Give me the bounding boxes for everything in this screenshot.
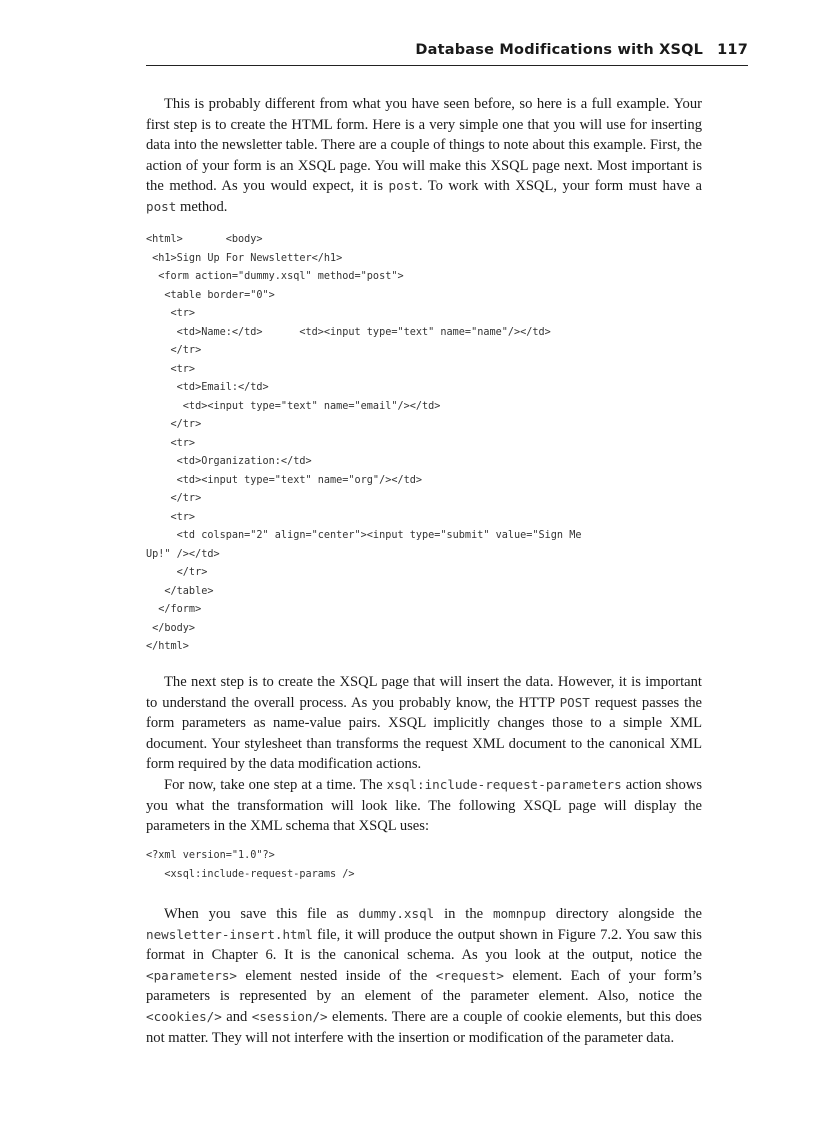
header-rule	[146, 65, 748, 66]
paragraph-save-file: When you save this file as dummy.xsql in the momnpup directory alongside the newsletter-insert.html file, it will produce the output shown in Figure 7.2. You saw this format in Chapter 6. It is the canonical schema. As you look at the output, notice the <parameters> element nested inside of the <request> element. Each of your form’s parameters is represented by an element of the parameter element. Also, notice the <cookies/> and <session/> elements. There are a couple of cookie elements, but this does not matter. They will not interfere with the insertion or modification of the parameter data.	[146, 906, 702, 1046]
page-number: 117	[717, 42, 748, 58]
inline-code-momnpup: momnpup	[492, 906, 547, 921]
running-head	[146, 42, 748, 58]
paragraph-one-step: For now, take one step at a time. The xsql:include-request-parameters action shows you what the transformation will look like. The following XSQL page will display the parameters in the XML schema that XSQL uses:	[146, 776, 702, 835]
inline-code-request: <request>	[435, 967, 504, 983]
paragraph-next-step: The next step is to create the XSQL page that will insert the data. However, it is important to understand the overall process. As you probably know, the HTTP POST request passes the form parameters as name-value pairs. XSQL implicitly changes those to a simple XML document. Your stylesheet than transforms the request XML document to the canonical XML form required by the data modification actions. For now, take one step at a time. The xsql:include-request-parameters action shows you what the transformation will look like. The following XSQL page will display the parameters in the XML schema that XSQL uses:	[146, 672, 702, 837]
inline-code-newsletter-insert: newsletter-insert.html	[146, 926, 313, 942]
paragraph-intro: This is probably different from what you have seen before, so here is a full example. Your first step is to create the HTML form. Here is a very simple one that you will use for inserting data into the newsletter table. There are a couple of things to note about this example. First, the action of your form is an XSQL page. You will make this XSQL page next. Most important is the method. As you would expect, it is post. To work with XSQL, your form must have a post method.	[146, 96, 702, 215]
html-form-code-listing: <html> <body> <h1>Sign Up For Newsletter</h1> <form action="dummy.xsql" method="post"> <table border="0"> <tr> <td>Name:</td> <td><input type="text" name="name"/></td> </tr> <tr> <td>Email:</td> <td><input type="text" name="email"/></td> </tr> <tr> <td>Organization:</td> <td><input type="text" name="org"/></td> </tr> <tr> <td colspan="2" align="center"><input type="submit" value="Sign Me Up!" /></td> </tr> </table> </form> </body> </html>	[146, 234, 582, 652]
inline-code-session: <session/>	[251, 1008, 328, 1024]
inline-code-post: post	[146, 198, 177, 214]
inline-code-include-request-parameters: xsql:include-request-parameters	[386, 776, 622, 792]
inline-code-cookies: <cookies/>	[146, 1008, 222, 1024]
inline-code-dummy-xsql: dummy.xsql	[358, 906, 435, 921]
xsql-code-listing: <?xml version="1.0"?> <xsql:include-request-params />	[146, 850, 355, 880]
inline-code-post: post	[388, 178, 419, 194]
chapter-title: Database Modifications with XSQL	[415, 42, 704, 58]
inline-code-post-method: POST	[559, 694, 590, 710]
inline-code-parameters: <parameters>	[146, 967, 237, 983]
